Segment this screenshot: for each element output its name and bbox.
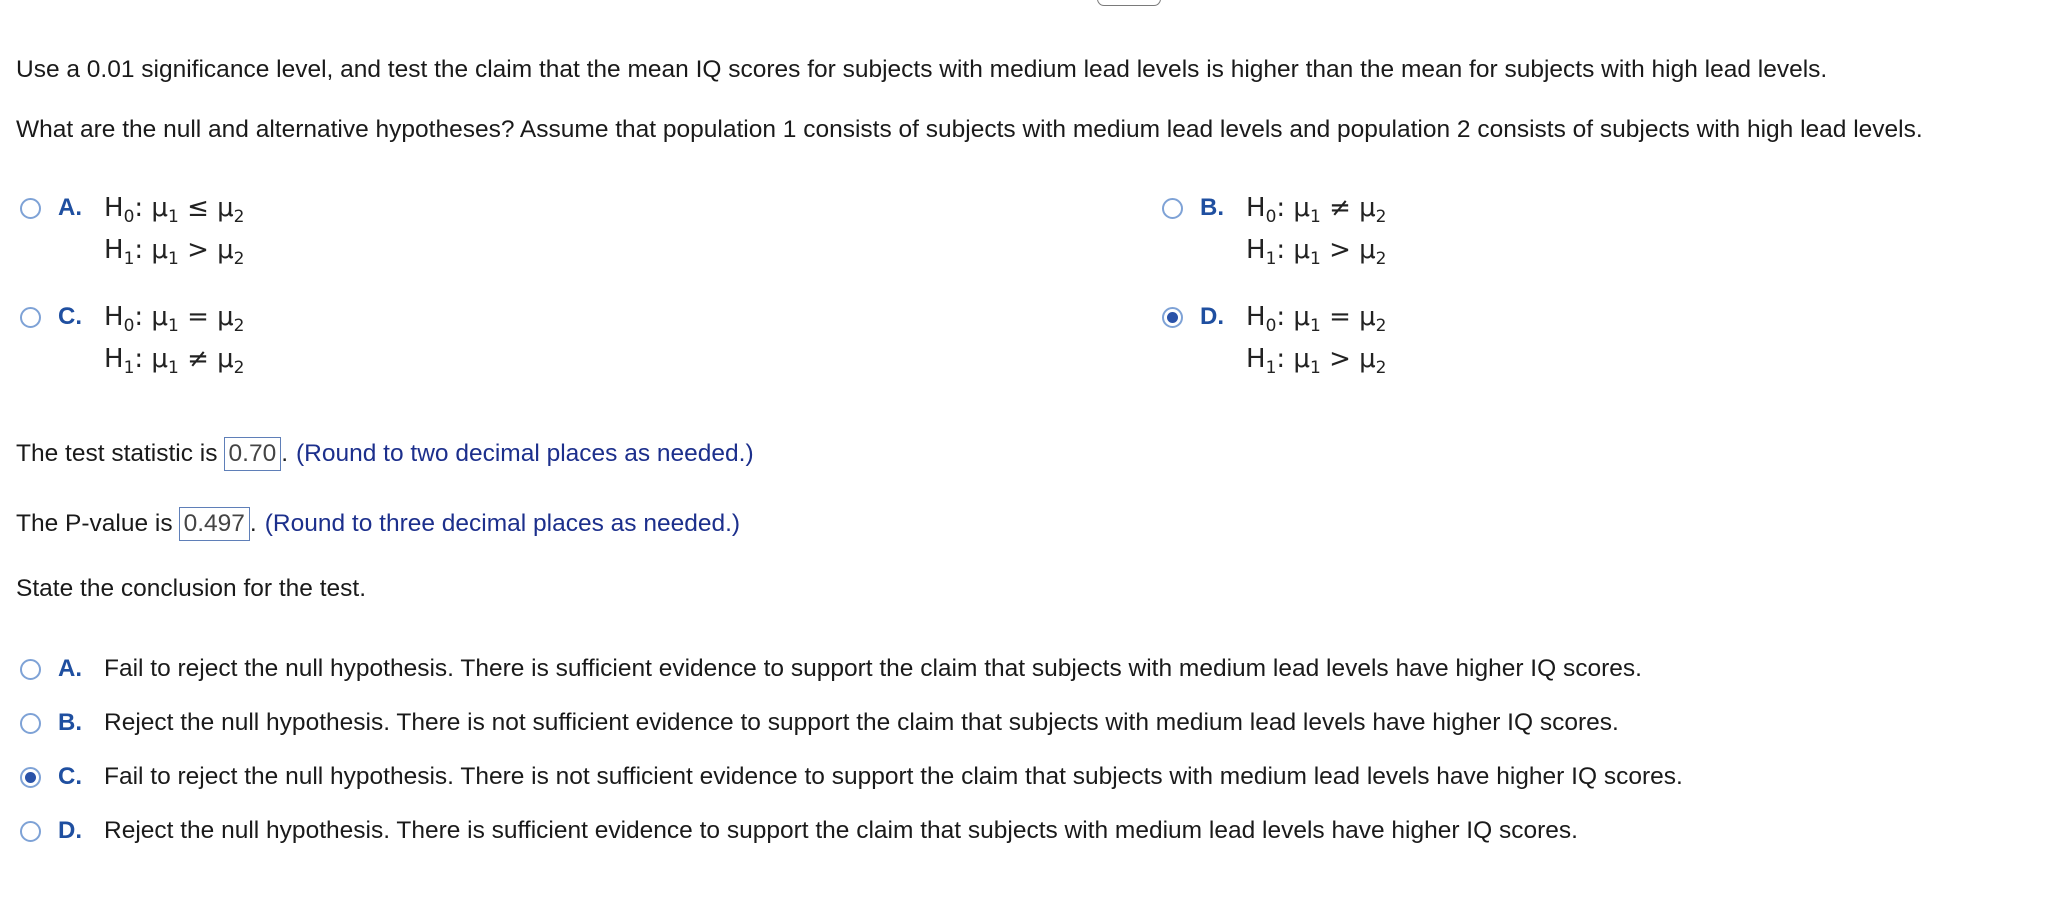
question-hypotheses-prompt: What are the null and alternative hypotheses? Assume that population 1 consists of subjects with medium lead levels and population 2 consists of subjects with high lead levels. xyxy=(16,116,1923,143)
null-hypothesis: $H_0$: $\mu_1 \le \mu_2$ xyxy=(104,193,245,227)
period: . xyxy=(281,440,289,467)
option-letter: A. xyxy=(58,194,82,221)
hypothesis-option-a[interactable] xyxy=(20,193,245,277)
option-letter: C. xyxy=(58,763,82,790)
radio-button-a[interactable] xyxy=(20,659,41,680)
radio-button-b[interactable] xyxy=(20,713,41,734)
hypothesis-option-c[interactable] xyxy=(20,302,245,386)
test-statistic-line xyxy=(16,437,754,471)
rounding-hint: (Round to two decimal places as needed.) xyxy=(296,440,754,467)
hypothesis-expressions xyxy=(104,302,245,386)
option-text: Reject the null hypothesis. There is not sufficient evidence to support the claim that subjects with medium lead levels have higher IQ scores. xyxy=(104,709,1619,736)
hypothesis-expressions xyxy=(104,193,245,277)
null-hypothesis: $H_0$: $\mu_1 \ne \mu_2$ xyxy=(1246,193,1387,227)
p-value-label: The P-value is xyxy=(16,510,173,537)
period: . xyxy=(249,510,257,537)
radio-button-b[interactable] xyxy=(1162,198,1183,219)
alternative-hypothesis: $H_1$: $\mu_1 > \mu_2$ xyxy=(1246,344,1387,378)
option-text: Fail to reject the null hypothesis. There is sufficient evidence to support the claim that subjects with medium lead levels have higher IQ scores. xyxy=(104,655,1642,682)
question-statement: Use a 0.01 significance level, and test the claim that the mean IQ scores for subjects with medium lead levels is higher than the mean for subjects with high lead levels. xyxy=(16,56,1828,83)
hypothesis-expressions xyxy=(1246,193,1387,277)
hypothesis-option-d[interactable] xyxy=(1162,302,1387,386)
option-letter: A. xyxy=(58,655,82,682)
option-letter: D. xyxy=(1200,303,1224,330)
conclusion-prompt: State the conclusion for the test. xyxy=(16,575,367,602)
option-text: Reject the null hypothesis. There is sufficient evidence to support the claim that subjects with medium lead levels have higher IQ scores. xyxy=(104,817,1578,844)
hypothesis-expressions xyxy=(1246,302,1387,386)
radio-button-d[interactable] xyxy=(20,821,41,842)
alternative-hypothesis: $H_1$: $\mu_1 > \mu_2$ xyxy=(104,235,245,269)
option-letter: D. xyxy=(58,817,82,844)
conclusion-option-c[interactable] xyxy=(20,762,1683,792)
option-text: Fail to reject the null hypothesis. There is not sufficient evidence to support the claim that subjects with medium lead levels have higher IQ scores. xyxy=(104,763,1683,790)
test-statistic-label: The test statistic is xyxy=(16,440,218,467)
option-letter: B. xyxy=(58,709,82,736)
p-value-line xyxy=(16,507,740,541)
conclusion-option-d[interactable] xyxy=(20,816,1578,846)
top-tab-handle[interactable] xyxy=(1097,0,1161,6)
p-value-answer-box[interactable]: 0.497 xyxy=(179,507,250,541)
option-letter: C. xyxy=(58,303,82,330)
test-statistic-answer-box[interactable]: 0.70 xyxy=(224,437,282,471)
alternative-hypothesis: $H_1$: $\mu_1 > \mu_2$ xyxy=(1246,235,1387,269)
null-hypothesis: $H_0$: $\mu_1 = \mu_2$ xyxy=(104,302,245,336)
rounding-hint: (Round to three decimal places as needed.) xyxy=(264,510,741,537)
option-letter: B. xyxy=(1200,194,1224,221)
conclusion-option-a[interactable] xyxy=(20,654,1642,684)
null-hypothesis: $H_0$: $\mu_1 = \mu_2$ xyxy=(1246,302,1387,336)
radio-button-c-selected[interactable] xyxy=(20,767,41,788)
radio-button-d-selected[interactable] xyxy=(1162,307,1183,328)
alternative-hypothesis: $H_1$: $\mu_1 \ne \mu_2$ xyxy=(104,344,245,378)
radio-button-a[interactable] xyxy=(20,198,41,219)
hypothesis-option-b[interactable] xyxy=(1162,193,1387,277)
radio-button-c[interactable] xyxy=(20,307,41,328)
conclusion-option-b[interactable] xyxy=(20,708,1619,738)
